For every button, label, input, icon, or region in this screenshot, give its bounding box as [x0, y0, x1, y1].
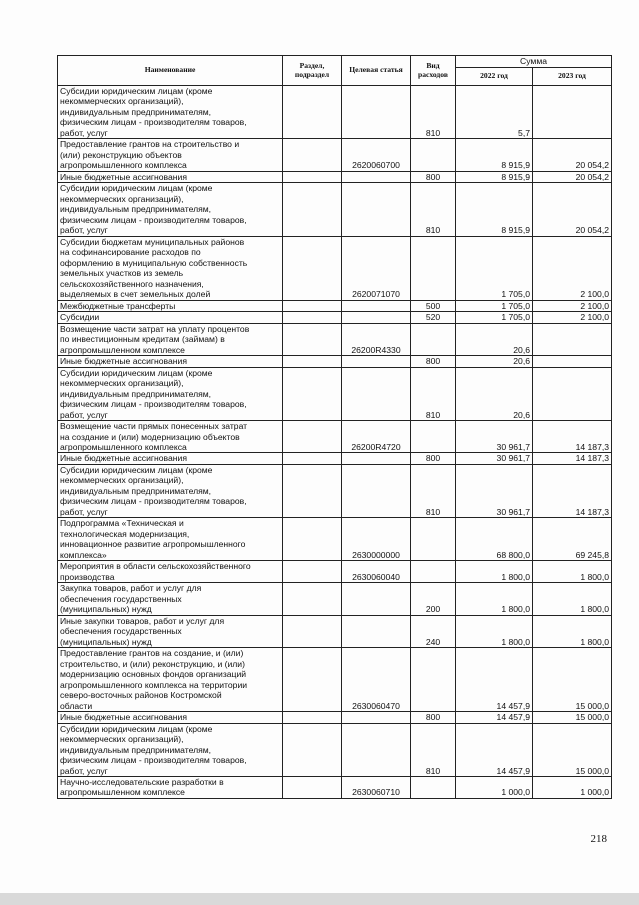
row-target: 26200R4330 [342, 323, 411, 355]
row-target: 2630060710 [342, 777, 411, 799]
row-name: Закупка товаров, работ и услуг для обеспечения государственных (муниципальных) нужд [58, 583, 283, 615]
row-amount-2023: 20 054,2 [533, 183, 612, 236]
row-section [283, 367, 342, 420]
row-expense-type [411, 777, 456, 799]
row-expense-type [411, 648, 456, 712]
row-section [283, 236, 342, 300]
row-amount-2023 [533, 323, 612, 355]
row-target [342, 86, 411, 139]
row-section [283, 139, 342, 171]
row-section [283, 615, 342, 647]
row-name: Предоставление грантов на создание, и (или) строительство, и (или) реконструкцию, и (или) модернизацию основных фондов организаций агропромышленного комплекса на территории северо-восточных районов Костромской области [58, 648, 283, 712]
row-amount-2023: 14 187,3 [533, 453, 612, 464]
row-section [283, 323, 342, 355]
row-amount-2022: 30 961,7 [456, 464, 533, 517]
row-amount-2022: 20,6 [456, 323, 533, 355]
table-row [58, 356, 612, 367]
row-name: Субсидии юридическим лицам (кроме некоммерческих организаций), индивидуальным предпринимателям, физическим лицам - производителям товаров, работ, услуг [58, 86, 283, 139]
row-amount-2022: 14 457,9 [456, 712, 533, 723]
row-target [342, 453, 411, 464]
row-name: Мероприятия в области сельскохозяйственного производства [58, 561, 283, 583]
table-row [58, 183, 612, 236]
row-name: Иные бюджетные ассигнования [58, 712, 283, 723]
row-expense-type: 240 [411, 615, 456, 647]
row-amount-2022: 1 000,0 [456, 777, 533, 799]
table-row [58, 171, 612, 182]
row-amount-2022: 5,7 [456, 86, 533, 139]
row-expense-type [411, 561, 456, 583]
row-expense-type [411, 236, 456, 300]
row-amount-2023: 14 187,3 [533, 421, 612, 453]
row-section [283, 723, 342, 776]
table-row [58, 236, 612, 300]
row-section [283, 777, 342, 799]
budget-table [57, 55, 612, 799]
row-target [342, 356, 411, 367]
row-target [342, 367, 411, 420]
table-row [58, 323, 612, 355]
row-amount-2022: 8 915,9 [456, 171, 533, 182]
row-section [283, 171, 342, 182]
table-row [58, 312, 612, 323]
row-amount-2022: 20,6 [456, 356, 533, 367]
row-amount-2023: 1 000,0 [533, 777, 612, 799]
row-expense-type: 800 [411, 171, 456, 182]
row-expense-type [411, 323, 456, 355]
table-row [58, 648, 612, 712]
row-expense-type: 810 [411, 183, 456, 236]
table-row [58, 367, 612, 420]
row-target: 2630060040 [342, 561, 411, 583]
row-name: Межбюджетные трансферты [58, 300, 283, 311]
row-amount-2023: 1 800,0 [533, 561, 612, 583]
table-row [58, 777, 612, 799]
table-row [58, 86, 612, 139]
row-amount-2023: 1 800,0 [533, 615, 612, 647]
row-target [342, 615, 411, 647]
row-expense-type: 810 [411, 723, 456, 776]
col-header-year-2023: 2023 год [533, 68, 612, 86]
row-expense-type: 200 [411, 583, 456, 615]
row-section [283, 183, 342, 236]
row-amount-2023 [533, 367, 612, 420]
table-row [58, 723, 612, 776]
row-expense-type: 810 [411, 86, 456, 139]
row-target [342, 171, 411, 182]
row-amount-2023 [533, 86, 612, 139]
row-expense-type: 500 [411, 300, 456, 311]
table-row [58, 139, 612, 171]
row-amount-2023: 20 054,2 [533, 171, 612, 182]
row-amount-2022: 1 705,0 [456, 312, 533, 323]
row-name: Научно-исследовательские разработки в агропромышленном комплексе [58, 777, 283, 799]
row-expense-type: 810 [411, 464, 456, 517]
row-name: Субсидии юридическим лицам (кроме некоммерческих организаций), индивидуальным предпринимателям, физическим лицам - производителям товаров, работ, услуг [58, 183, 283, 236]
row-section [283, 421, 342, 453]
row-target: 2620060700 [342, 139, 411, 171]
row-amount-2023 [533, 356, 612, 367]
row-amount-2022: 68 800,0 [456, 518, 533, 561]
row-target: 2630000000 [342, 518, 411, 561]
col-header-sum: Сумма [456, 56, 612, 68]
row-amount-2023: 2 100,0 [533, 300, 612, 311]
table-row [58, 615, 612, 647]
row-target: 2630060470 [342, 648, 411, 712]
row-name: Субсидии юридическим лицам (кроме некоммерческих организаций), индивидуальным предпринимателям, физическим лицам - производителям товаров, работ, услуг [58, 723, 283, 776]
col-header-name: Наименование [58, 56, 283, 86]
row-amount-2022: 14 457,9 [456, 723, 533, 776]
col-header-section: Раздел, подраздел [283, 56, 342, 86]
table-row [58, 421, 612, 453]
row-expense-type: 810 [411, 367, 456, 420]
col-header-target: Целевая статья [342, 56, 411, 86]
row-section [283, 561, 342, 583]
row-amount-2023: 1 800,0 [533, 583, 612, 615]
row-section [283, 464, 342, 517]
row-amount-2022: 1 705,0 [456, 236, 533, 300]
row-expense-type: 520 [411, 312, 456, 323]
row-amount-2022: 20,6 [456, 367, 533, 420]
row-expense-type: 800 [411, 712, 456, 723]
row-amount-2023: 69 245,8 [533, 518, 612, 561]
col-header-expense-type: Вид расходов [411, 56, 456, 86]
row-amount-2023: 15 000,0 [533, 712, 612, 723]
row-expense-type [411, 421, 456, 453]
row-section [283, 583, 342, 615]
table-row [58, 464, 612, 517]
table-body [58, 86, 612, 799]
row-name: Иные бюджетные ассигнования [58, 453, 283, 464]
row-amount-2023: 20 054,2 [533, 139, 612, 171]
row-section [283, 312, 342, 323]
scan-bottom-edge [0, 893, 639, 905]
row-amount-2022: 1 705,0 [456, 300, 533, 311]
row-target [342, 583, 411, 615]
row-target [342, 312, 411, 323]
row-amount-2022: 8 915,9 [456, 183, 533, 236]
row-name: Подпрограмма «Техническая и технологическая модернизация, инновационное развитие агропромышленного комплекса» [58, 518, 283, 561]
table-row [58, 712, 612, 723]
row-amount-2023: 2 100,0 [533, 236, 612, 300]
row-amount-2023: 15 000,0 [533, 648, 612, 712]
row-target [342, 723, 411, 776]
row-expense-type [411, 139, 456, 171]
row-expense-type: 800 [411, 453, 456, 464]
table-row [58, 300, 612, 311]
page-number: 218 [590, 833, 607, 845]
row-name: Субсидии бюджетам муниципальных районов на софинансирование расходов по оформлению в муниципальную собственность земельных участков из земель сельскохозяйственного назначения, выделяемых в счет земельных долей [58, 236, 283, 300]
row-section [283, 453, 342, 464]
row-name: Субсидии [58, 312, 283, 323]
table-row [58, 583, 612, 615]
row-target [342, 183, 411, 236]
row-expense-type: 800 [411, 356, 456, 367]
row-target [342, 300, 411, 311]
row-amount-2022: 30 961,7 [456, 421, 533, 453]
row-target [342, 464, 411, 517]
table-row [58, 518, 612, 561]
row-section [283, 648, 342, 712]
row-section [283, 300, 342, 311]
row-target: 26200R4720 [342, 421, 411, 453]
row-amount-2022: 14 457,9 [456, 648, 533, 712]
row-amount-2023: 2 100,0 [533, 312, 612, 323]
row-name: Возмещение части затрат на уплату процентов по инвестиционным кредитам (займам) в агропромышленном комплексе [58, 323, 283, 355]
row-expense-type [411, 518, 456, 561]
row-name: Предоставление грантов на строительство и (или) реконструкцию объектов агропромышленного комплекса [58, 139, 283, 171]
row-name: Иные бюджетные ассигнования [58, 171, 283, 182]
row-section [283, 712, 342, 723]
table-row [58, 453, 612, 464]
row-section [283, 356, 342, 367]
row-name: Иные бюджетные ассигнования [58, 356, 283, 367]
row-amount-2022: 1 800,0 [456, 615, 533, 647]
row-name: Иные закупки товаров, работ и услуг для обеспечения государственных (муниципальных) нужд [58, 615, 283, 647]
row-amount-2022: 30 961,7 [456, 453, 533, 464]
row-section [283, 86, 342, 139]
row-name: Субсидии юридическим лицам (кроме некоммерческих организаций), индивидуальным предпринимателям, физическим лицам - производителям товаров, работ, услуг [58, 464, 283, 517]
row-name: Субсидии юридическим лицам (кроме некоммерческих организаций), индивидуальным предпринимателям, физическим лицам - производителям товаров, работ, услуг [58, 367, 283, 420]
row-amount-2023: 14 187,3 [533, 464, 612, 517]
row-amount-2022: 1 800,0 [456, 583, 533, 615]
row-target: 2620071070 [342, 236, 411, 300]
col-header-year-2022: 2022 год [456, 68, 533, 86]
table-row [58, 561, 612, 583]
row-amount-2022: 8 915,9 [456, 139, 533, 171]
row-amount-2023: 15 000,0 [533, 723, 612, 776]
row-amount-2022: 1 800,0 [456, 561, 533, 583]
row-name: Возмещение части прямых понесенных затрат на создание и (или) модернизацию объектов агропромышленного комплекса [58, 421, 283, 453]
row-target [342, 712, 411, 723]
row-section [283, 518, 342, 561]
